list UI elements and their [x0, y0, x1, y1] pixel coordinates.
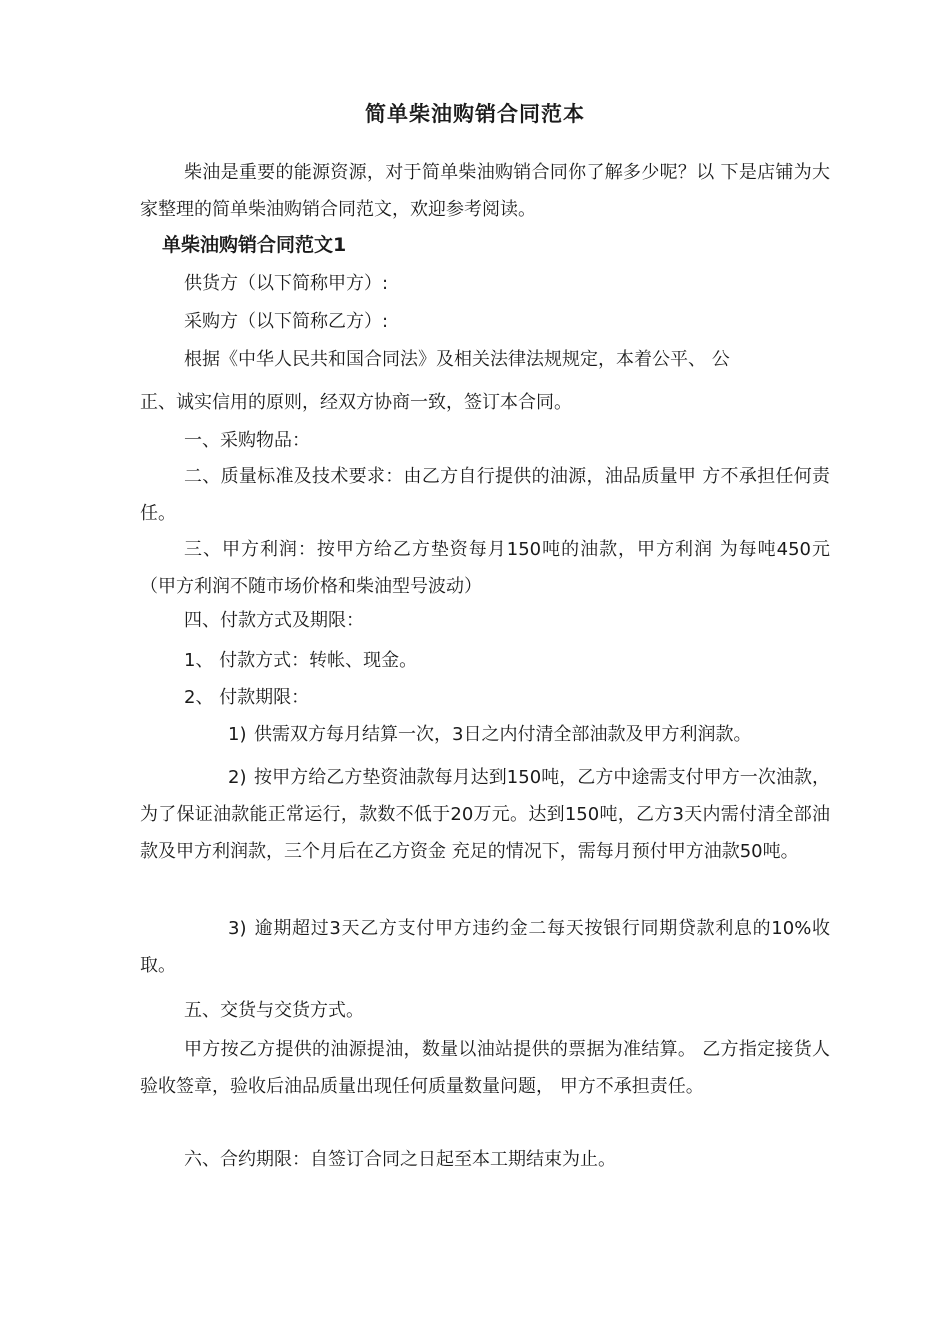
term-3-text: 逾期超过3天乙方支付甲方违约金二每天按银行同期贷款利息的10%收取。 [140, 918, 830, 976]
payment-term: 2、 付款期限： [184, 687, 310, 708]
term-2-number: 2) [228, 767, 247, 788]
term-2 [140, 759, 830, 870]
delivery-paragraph: 甲方按乙方提供的油源提油，数量以油站提供的票据为准结算。 乙方指定接货人验收签章，验收后油品质量出现任何质量数量问题， 甲方不承担责任。 [140, 1039, 830, 1097]
section-heading: 单柴油购销合同范文1 [162, 234, 347, 256]
payment-method: 1、 付款方式：转帐、现金。 [184, 650, 418, 671]
basis-line-2: 正、诚实信用的原则，经双方协商一致，签订本合同。 [140, 392, 572, 413]
clause-6: 六、合约期限：自签订合同之日起至本工期结束为止。 [184, 1149, 616, 1170]
term-1-text: 供需双方每月结算一次，3日之内付清全部油款及甲方利润款。 [254, 724, 752, 745]
document-title: 简单柴油购销合同范本 [365, 102, 585, 126]
intro-paragraph: 柴油是重要的能源资源，对于简单柴油购销合同你了解多少呢？以 下是店铺为大家整理的简单柴油购销合同范文，欢迎参考阅读。 [140, 162, 830, 220]
clause-3: 三、甲方利润：按甲方给乙方垫资每月150吨的油款，甲方利润 为每吨450元（甲方利润不随市场价格和柴油型号波动） [140, 539, 830, 597]
basis-line-1: 根据《中华人民共和国合同法》及相关法律法规规定，本着公平、 公 [184, 349, 730, 370]
clause-4: 四、付款方式及期限： [184, 610, 364, 631]
clause-5: 五、交货与交货方式。 [184, 1000, 364, 1021]
clause-2: 二、质量标准及技术要求：由乙方自行提供的油源，油品质量甲 方不承担任何责任。 [140, 466, 830, 524]
supplier-line: 供货方（以下简称甲方）: [184, 273, 389, 294]
term-3-number: 3) [228, 918, 247, 939]
term-1 [140, 716, 830, 753]
term-1-number: 1) [228, 724, 247, 745]
term-3 [140, 910, 830, 984]
clause-1: 一、采购物品： [184, 430, 310, 451]
term-2-text: 按甲方给乙方垫资油款每月达到150吨，乙方中途需支付甲方一次油款，为了保证油款能正常运行，款数不低于20万元。达到150吨，乙方3天内需付清全部油款及甲方利润款，三个月后在乙方资金 充足的情况下，需每月预付甲方油款50吨。 [140, 767, 830, 862]
buyer-line: 采购方（以下简称乙方）: [184, 311, 389, 332]
